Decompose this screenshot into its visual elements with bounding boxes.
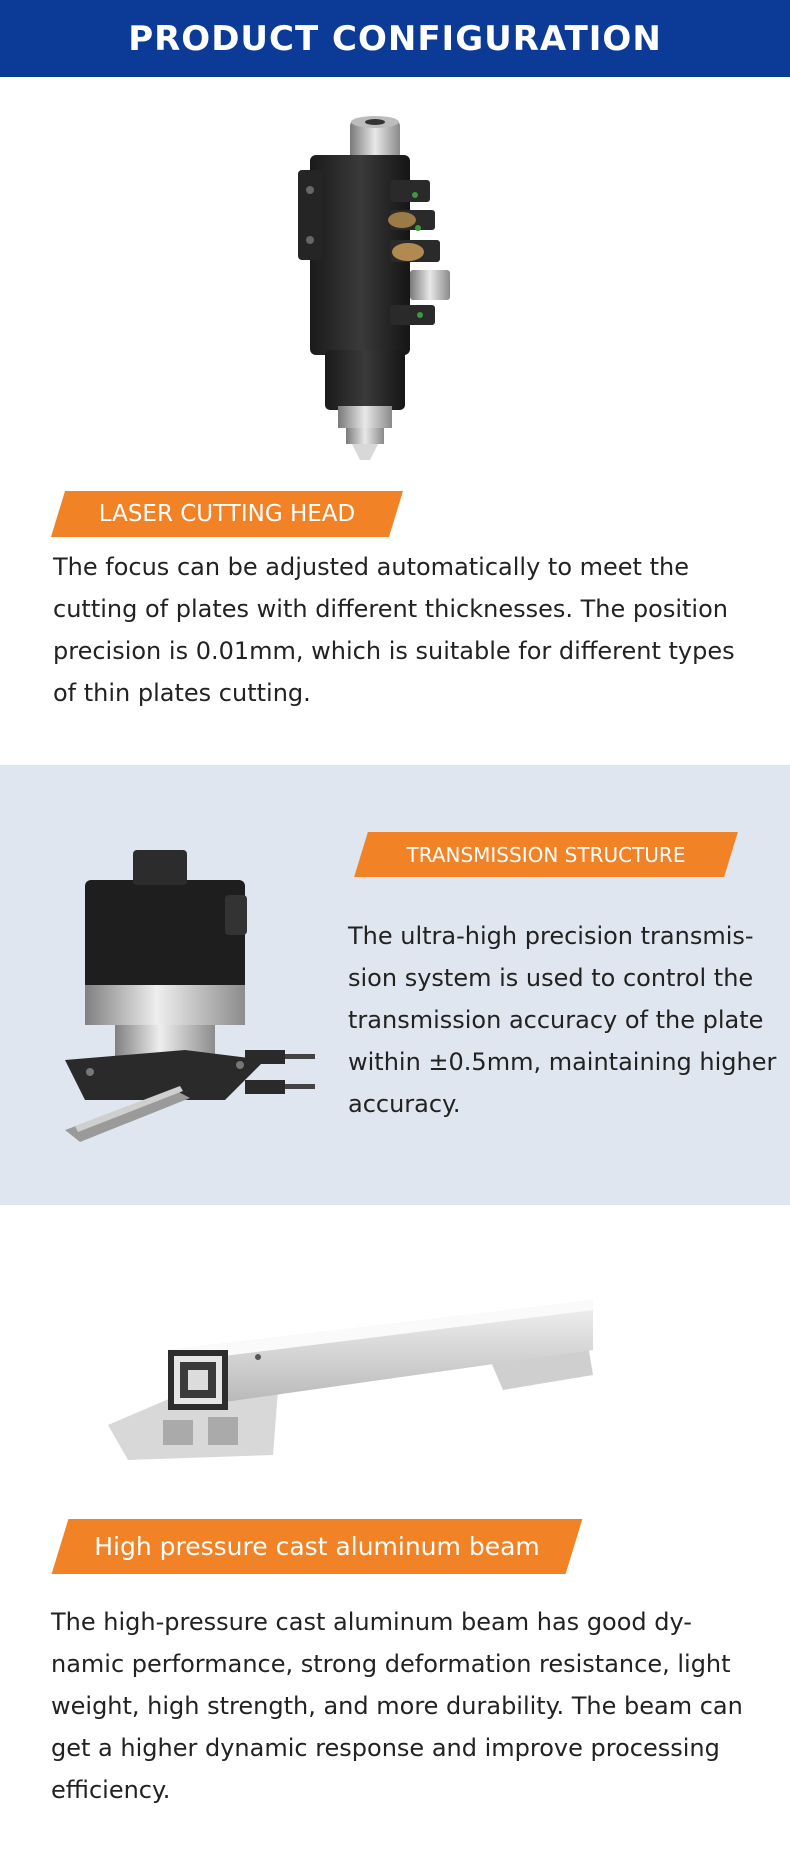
- tag-label: LASER CUTTING HEAD: [98, 501, 356, 527]
- description-line: cutting of plates with different thicknesses. The position: [53, 595, 728, 623]
- description-line: accuracy.: [348, 1090, 461, 1118]
- aluminum-beam-tag: [60, 1519, 574, 1574]
- transmission-structure-image: [65, 850, 325, 1145]
- description-line: namic performance, strong deformation resistance, light: [51, 1650, 731, 1678]
- page-header: [0, 0, 790, 77]
- description-line: precision is 0.01mm, which is suitable for different types: [53, 637, 735, 665]
- description-line: The ultra-high precision transmis-: [348, 922, 754, 950]
- description-line: get a higher dynamic response and improve processing: [51, 1734, 720, 1762]
- description-line: of thin plates cutting.: [53, 679, 311, 707]
- description-line: efficiency.: [51, 1776, 171, 1804]
- description-line: The focus can be adjusted automatically to meet the: [53, 553, 689, 581]
- description-line: within ±0.5mm, maintaining higher: [348, 1048, 777, 1076]
- tag-label: High pressure cast aluminum beam: [94, 1532, 540, 1561]
- transmission-structure-tag: [361, 832, 731, 877]
- laser-cutting-head-tag: [58, 491, 396, 537]
- description-line: weight, high strength, and more durability. The beam can: [51, 1692, 743, 1720]
- tag-label: TRANSMISSION STRUCTURE: [406, 842, 686, 867]
- laser-cutting-head-image: [280, 110, 480, 470]
- description-line: sion system is used to control the: [348, 964, 754, 992]
- aluminum-beam-image: [108, 1295, 598, 1465]
- description-line: The high-pressure cast aluminum beam has good dy-: [51, 1608, 692, 1636]
- page-title: PRODUCT CONFIGURATION: [128, 18, 662, 59]
- description-line: transmission accuracy of the plate: [348, 1006, 764, 1034]
